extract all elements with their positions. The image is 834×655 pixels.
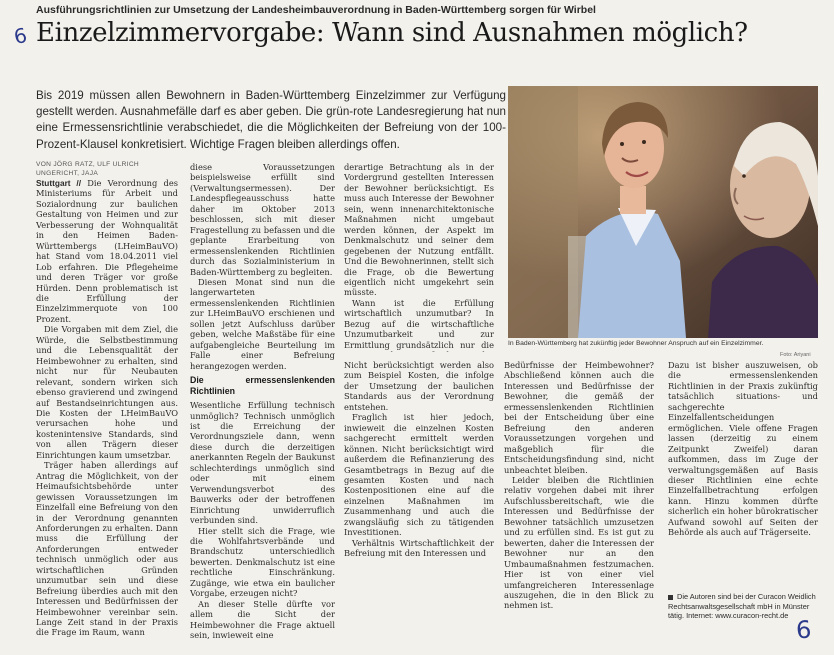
paragraph: Wesentliche Erfüllung technisch unmöglich? Technisch unmöglich ist die Erreichung der Verordnungsziele dann, wenn diese durch die derzeitigen anerkannten Regeln der Baukunst schlechterdings unmöglich sind oder mit einem Verwendungsverbot des Bauwerks oder der betroffenen Einrichtung unwiderruflich verbunden sind. [190, 400, 335, 526]
paragraph: Die Verordnung des Ministeriums für Arbeit und Sozialordnung zur baulichen Gestaltung von Heimen und zur Verbesserung der Wohnqualität in den Heimen Baden-Württembergs (LHeimBauVO) hat Stand vom 18.04.2011 viel Lob erfahren. Die Pflegeheime und deren Träger vor große Hürden. Denn problematisch ist die Erfüllung der Einzelzimmerquote von 100 Prozent. [36, 178, 178, 324]
paragraph: Diesen Monat sind nun die langerwarteten ermessenslenkenden Richtlinien zur LHeimBauVO erschienen und sollen jetzt Aufschluss darüber geben, welche Maßstäbe für eine aufgabengleiche Beurteilung im Falle einer Befreiung herangezogen werden. [190, 276, 335, 371]
paragraph: Wann ist die Erfüllung wirtschaftlich unzumutbar? In Bezug auf die wirtschaftliche Unzumutbarkeit und zur Ermittlung grundsätzlich nur die [344, 297, 494, 350]
subheading: Die ermessenslenkenden Richtlinien [190, 375, 335, 397]
paragraph: diese Voraussetzungen beispielsweise erfüllt sind (Verwaltungsermessen). Der Landespflegeausschuss hatte daher im Oktober 2013 beschlossen, sich mit dieser Fragestellung zu befassen und die geplante Erarbeitung von ermessenslenkenden Richtlinien durch das Sozialministerium in Baden-Württemberg zu begleiten. [190, 162, 335, 277]
column-4 [344, 360, 494, 650]
paragraph: An dieser Stelle dürfte vor allem die Sicht der Heimbewohner die Frage aktuell sein, inwieweit eine [190, 598, 335, 641]
article-kicker: Ausführungsrichtlinien zur Umsetzung der Landesheimbauverordnung in Baden-Württemberg sorgen für Wirbel [36, 4, 596, 16]
article-byline: VON JÖRG RATZ, ULF ULRICH UNGERICHT, JAJA [36, 161, 139, 177]
article-photo [508, 86, 818, 338]
author-note-text: Die Autoren sind bei der Curacon Weidlich Rechtsanwaltsgesellschaft mbH in Münster tätig. Internet: www.curacon-recht.de [668, 592, 816, 621]
column-3 [344, 162, 494, 352]
handwritten-page-number: 6 [795, 615, 813, 645]
column-2 [190, 162, 335, 650]
photo-credit: Foto: Ariyani [780, 352, 811, 358]
paragraph: Dazu ist bisher auszuweisen, ob die ermessenslenkenden Richtlinien in der Praxis zukünftig tatsächlich situations- und sachgerechte Einzelfallentscheidungen ermöglichen. Viele offene Fragen lassen (derzeitig zu einem Zeitpunkt Zweifel) daran aufkommen, dass im Zuge der verwaltungsgemäßen auf Basis dieser Richtlinien eine echte Einzelfallbetrachtung erfolgen kann. Hinzu kommen dürfte sicherlich ein hoher bürokratischer Aufwand sowohl auf Seiten der Behörde als auch auf Trägerseite. [668, 360, 818, 538]
paragraph: Träger haben allerdings auf Antrag die Möglichkeit, von der Heimaufsichtsbehörde unter gewissen Voraussetzungen im Einzelfall eine Befreiung von den in der Verordnung genannten Anforderungen zu erhalten. Dann muss die Erfüllung der Anforderungen entweder technisch unmöglich oder aus wirtschaftlichen Gründen unzumutbar sein und diese Befreiung überdies auch mit den Interessen und Bedürfnissen der Heimbewohner vereinbar sein. Lange Zeit stand in der Praxis die Frage im Raum, wann [36, 460, 178, 638]
bullet-square-icon [668, 595, 673, 600]
photo-caption: In Baden-Württemberg hat zukünftig jeder Bewohner Anspruch auf ein Einzelzimmer. [508, 340, 764, 347]
paragraph: Verhältnis Wirtschaftlichkeit der Befreiung mit den Interessen und [344, 537, 494, 559]
dateline: Stuttgart // [36, 178, 82, 188]
column-1 [36, 178, 178, 650]
paragraph: Leider bleiben die Richtlinien relativ vorgehen dabei mit ihrer Aufschlussbereitschaft, wie die Interessen und Bedürfnisse der Bewohner tatsächlich umzusetzen und zu erfüllen sind. Es ist gut zu bewerten, daher die Interessen der Bewohner nur an den Umbaumaßnahmen festzumachen. Hier ist von einer viel umfangreicheren Interessenlage auszugehen, die in den Blick zu nehmen ist. [504, 474, 654, 611]
paragraph: Fraglich ist hier jedoch, inwieweit die einzelnen Kosten sachgerecht ermittelt werden können. Nicht berücksichtigt wird außerdem die Refinanzierung des Gesamtbetrags in Bezug auf die gesamten Kosten und nach Kostenpositionen eine auf die einzelnen Maßnahmen im Zusammenhang und auch die zwangsläufig sich zu tätigenden Investitionen. [344, 412, 494, 538]
caregiver-and-resident-illustration [508, 86, 818, 338]
article-headline: Einzelzimmervorgabe: Wann sind Ausnahmen möglich? [36, 18, 748, 48]
paragraph: derartige Betrachtung als in der Vordergrund gestellten Interessen der Bewohner berücksichtigt. Es muss auch Interesse der Bewohner sein, wenn innenarchitektonische Maßnahmen nicht umgebaut werden können, der Aspekt im Denkmalschutz und seiner dem gegebenen der Nutzung entfällt. Und die Bewohnerinnen, stellt sich die Frage, ob die Bewertung eigentlich nicht umgekehrt sein müsste. [344, 162, 494, 298]
paragraph: Bedürfnisse der Heimbewohner? Abschließend können auch die Interessen und Bedürfnisse der Bewohner, die gemäß der ermessenslenkenden Richtlinien bei der Entscheidung über eine Befreiung den anderen Voraussetzungen vorgehen und maßgeblich für die Entscheidungsfindung sind, nicht unbeachtet bleiben. [504, 360, 654, 475]
handwritten-mark: 6 [11, 22, 30, 50]
article-lead: Bis 2019 müssen allen Bewohnern in Baden-Württemberg Einzelzimmer zur Verfügung gestellt werden. Ausnahmefälle darf es aber geben. Die grün-rote Landesregierung hat nun eine Ermessensrichtlinie verabschiedet, die die Möglichkeiten der Befreiung von der 100-Prozent-Klausel konkretisiert. Wichtige Fragen bleiben allerdings offen. [36, 89, 506, 151]
paragraph: Nicht berücksichtigt werden also zum Beispiel Kosten, die infolge der Umsetzung der baulichen Standards aus der Verordnung entstehen. [344, 360, 494, 412]
column-5 [504, 360, 654, 650]
column-6 [668, 360, 818, 588]
paragraph: Die Vorgaben mit dem Ziel, die Würde, die Selbstbestimmung und die Lebensqualität der Heimbewohner zu erhalten, sind nicht nur für Neubauten relevant, sondern wirken sich ebenso gravierend und zwingend auf Bestandseinrichtungen aus. Die Kosten der LHeimBauVO verursachen hohe und kostenintensive Standards, sind von allen Trägern dieser Einrichtungen kaum umsetzbar. [36, 324, 178, 460]
paragraph: Hier stellt sich die Frage, wie die Wohlfahrtsverbände und Brandschutz unterschiedlich bewerten. Denkmalschutz ist eine rechtliche Einschränkung. Zugänge, wie etwa ein baulicher Vorgabe, erzeugen nicht? [190, 525, 335, 599]
